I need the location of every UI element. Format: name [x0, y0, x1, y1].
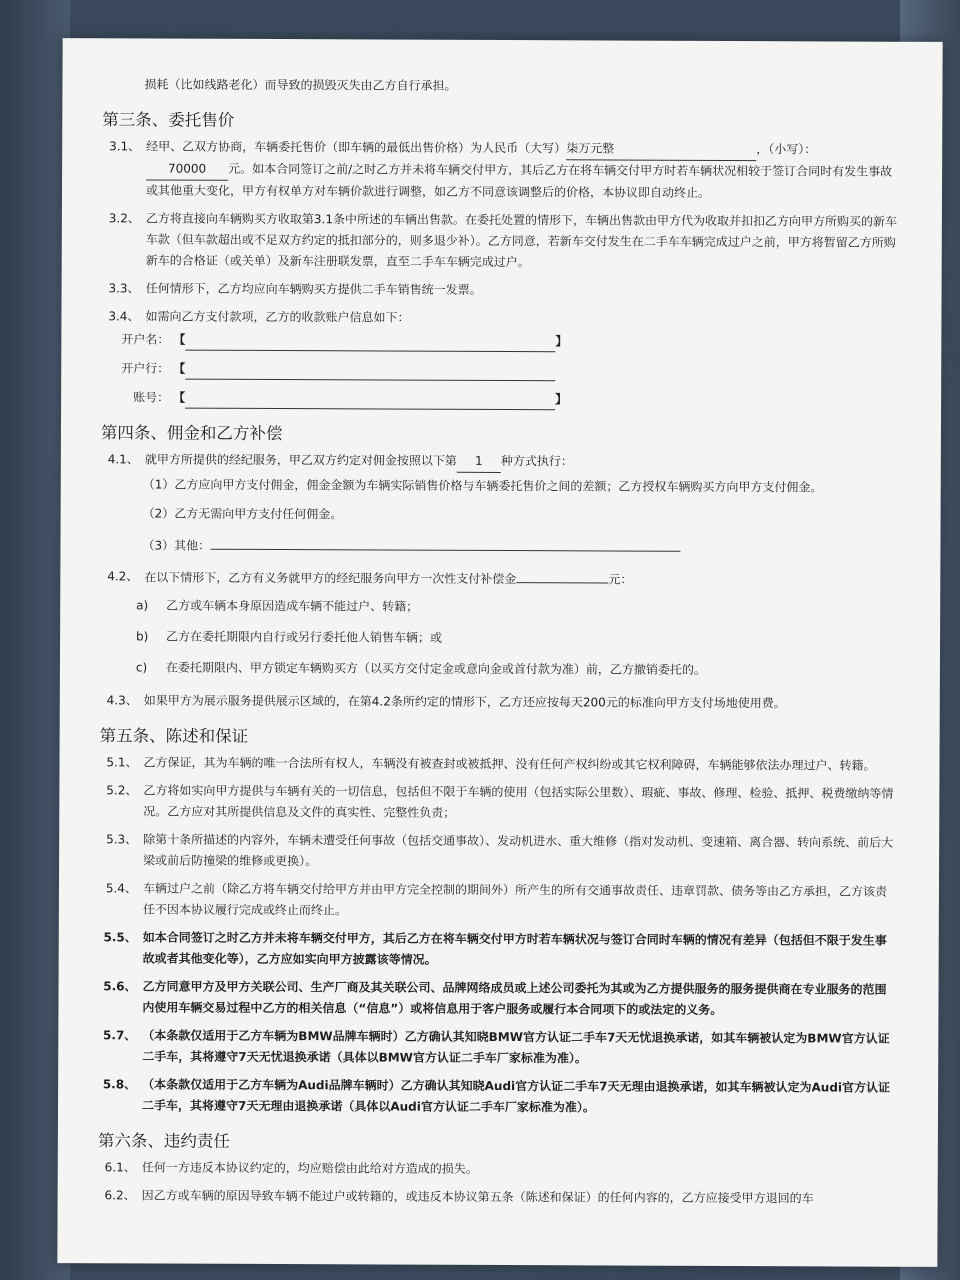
- account-bank-row: [97, 358, 897, 382]
- case-c: [136, 657, 896, 681]
- option-3-label: （3）其他：: [142, 538, 211, 553]
- account-holder-label: 开户名：: [121, 332, 170, 347]
- contract-content: [94, 74, 899, 1216]
- clause-number: 4.2、: [107, 569, 139, 584]
- case-b: [136, 626, 896, 650]
- bracket-close: 】: [555, 392, 568, 407]
- clause-text: 如需向乙方支付款项，乙方的收款账户信息如下：: [145, 309, 410, 325]
- clause-text: 如果甲方为展示服务提供展示区域的，在第4.2条所约定的情形下，乙方还应按每天200元的标准向甲方支付场地使用费。: [143, 693, 786, 711]
- clause-text: 乙方将如实向甲方提供与车辆有关的一切信息，包括但不限于车辆的使用（包括实际公里数）、瑕疵、事故、修理、检验、抵押、税费缴纳等情况。乙方应对其所提供信息及文件的真实性、完整性负责；: [143, 783, 894, 820]
- clause-6-2: [94, 1185, 894, 1209]
- clause-number: 5.8、: [102, 1077, 137, 1092]
- clause-text: 元：: [608, 572, 633, 587]
- clause-text: 就甲方所提供的经纪服务，甲乙双方约定对佣金按照以下第: [144, 452, 457, 468]
- clause-number: 4.1、: [107, 452, 139, 467]
- case-text: 乙方或车辆本身原因造成车辆不能过户、转籍；: [166, 598, 419, 614]
- clause-text: 种方式执行：: [500, 454, 573, 469]
- option-3-field[interactable]: [210, 535, 680, 552]
- bracket-open: 【: [173, 332, 186, 347]
- account-holder-field[interactable]: [185, 336, 555, 353]
- clause-number: 6.2、: [104, 1188, 136, 1203]
- commission-option-1: （1）乙方应向甲方支付佣金，佣金金额为车辆实际销售价格与车辆委托售价之间的差额；乙方授权车辆购买方向甲方支付佣金。: [142, 477, 823, 495]
- case-a: [136, 595, 896, 619]
- clause-number: 5.4、: [105, 881, 137, 896]
- clause-number: 5.5、: [103, 930, 137, 945]
- clause-5-1: [95, 752, 895, 776]
- clause-text: （本条款仅适用于乙方车辆为BMW品牌车辆时）乙方确认其知晓BMW官方认证二手车7天无忧退换承诺，如其车辆被认定为BMW官方认证二手车，其将遵守7天无忧退换承诺（具体以BMW官方认证二手车厂家标准为准）。: [142, 1028, 890, 1066]
- account-holder-row: [97, 329, 897, 353]
- clause-4-3: [96, 690, 896, 714]
- case-letter: c): [135, 660, 148, 675]
- clause-text: ，（小写）：: [756, 142, 817, 157]
- clause-text: 因乙方或车辆的原因导致车辆不能过户或转籍的，或违反本协议第五条（陈述和保证）的任何内容的，乙方应接受甲方退回的车: [141, 1188, 814, 1206]
- clause-number: 5.6、: [103, 979, 137, 994]
- case-letter: b): [136, 629, 149, 644]
- clause-4-1: [97, 449, 897, 474]
- case-text: 在委托期限内、甲方锁定车辆购买方（以买方交付定金或意向金或首付款为准）前，乙方撤销委托的。: [165, 660, 706, 677]
- clause-number: 5.2、: [106, 783, 138, 798]
- clause-3-3: [98, 278, 898, 302]
- clause-text: 乙方同意甲方及甲方关联公司、生产厂商及其关联公司、品牌网络成员或上述公司委托为其或为乙方提供服务的服务提供商在专业服务的范围内使用车辆交易过程中乙方的相关信息（“信息”）或将信息用于客户服务或履行本合同项下的或法定的义务。: [142, 979, 887, 1017]
- clause-number: 5.1、: [106, 755, 138, 770]
- case-letter: a): [136, 598, 149, 613]
- clause-number: 4.3、: [106, 693, 138, 708]
- clause-number: 3.3、: [108, 281, 140, 296]
- clause-6-1: [94, 1157, 894, 1181]
- commission-option-2: （2）乙方无需向甲方支付任何佣金。: [142, 506, 343, 522]
- commission-option-field[interactable]: 1: [457, 451, 501, 473]
- clause-4-2: [96, 566, 896, 591]
- intro-text: 损耗（比如线路老化）而导致的损毁灭失由乙方自行承担。: [144, 77, 457, 93]
- clause-text: 任何情形下，乙方均应向车辆购买方提供二手车销售统一发票。: [145, 281, 482, 297]
- clause-number: 6.1、: [104, 1160, 136, 1175]
- clause-text: 任何一方违反本协议约定的，均应赔偿由此给对方造成的损失。: [141, 1160, 478, 1176]
- section-5-title: 第五条、陈述和保证: [99, 726, 249, 746]
- clause-text: 如本合同签订之时乙方并未将车辆交付甲方，其后乙方在将车辆交付甲方时若车辆状况与签订合同时车辆的情况有差异（包括但不限于发生事故或者其他变化等），乙方应如实向甲方披露该等情况。: [142, 930, 887, 967]
- bracket-open: 【: [173, 361, 186, 376]
- case-text: 乙方在委托期限内自行或另行委托他人销售车辆；或: [166, 629, 443, 645]
- clause-text: 在以下情形下，乙方有义务就甲方的经纪服务向甲方一次性支付补偿金: [144, 570, 517, 587]
- amount-digits-field[interactable]: 70000: [146, 158, 228, 180]
- section-4-title: 第四条、佣金和乙方补偿: [100, 423, 283, 444]
- clause-5-4: [95, 878, 895, 923]
- commission-option-3: [142, 534, 896, 559]
- clause-number: 3.2、: [108, 211, 140, 226]
- clause-3-1: [98, 136, 898, 204]
- clause-5-2: [95, 780, 895, 825]
- bracket-close: 】: [555, 334, 568, 349]
- clause-text: （本条款仅适用于乙方车辆为Audi品牌车辆时）乙方确认其知晓Audi官方认证二手车7天无理由退换承诺，如其车辆被认定为Audi官方认证二手车，其将遵守7天无理由退换承诺（具体以Audi官方认证二手车厂家标准为准）。: [141, 1077, 891, 1115]
- account-bank-field[interactable]: [185, 365, 555, 382]
- contract-page: [57, 38, 942, 1267]
- clause-5-5: [95, 927, 895, 972]
- clause-text: 乙方保证，其为车辆的唯一合法所有权人，车辆没有被查封或被抵押、没有任何产权纠纷或其它权利障碍，车辆能够依法办理过户、转籍。: [143, 755, 876, 773]
- account-number-row: [97, 387, 897, 411]
- clause-text: 乙方将直接向车辆购买方收取第3.1条中所述的车辆出售款。在委托处置的情形下，车辆出售款由甲方代为收取并扣扣乙方向甲方所购买的新车车款（但车款超出或不足双方约定的抵扣部分的，则多退少补）。乙方同意，若新车交付发生在二手车车辆完成过户之前，甲方将暂留乙方所购新车的合格证（或关单）及新车注册联发票，直至二手车车辆完成过户。: [145, 211, 898, 270]
- clause-5-6: [94, 976, 894, 1021]
- account-bank-label: 开户行：: [121, 361, 170, 376]
- clause-5-7: [94, 1025, 894, 1070]
- clause-number: 5.7、: [103, 1028, 137, 1043]
- bracket-open: 【: [173, 390, 186, 405]
- clause-number: 3.1、: [109, 139, 141, 154]
- section-6-title: 第六条、违约责任: [97, 1131, 230, 1151]
- amount-words-field[interactable]: 柒万元整: [566, 138, 756, 161]
- clause-3-2: [98, 208, 898, 274]
- clause-text: 经甲、乙双方协商，车辆委托售价（即车辆的最低出售价格）为人民币（大写）: [146, 139, 567, 156]
- clause-text: 除第十条所描述的内容外，车辆未遭受任何事故（包括交通事故）、发动机进水、重大维修（指对发动机、变速箱、离合器、转向系统、前后大梁或前后防撞梁的维修或更换）。: [143, 832, 894, 869]
- account-number-field[interactable]: [185, 394, 555, 411]
- clause-3-4: [97, 306, 897, 330]
- clause-number: 3.4、: [108, 309, 140, 324]
- account-number-label: 账号：: [133, 390, 170, 405]
- clause-number: 5.3、: [106, 832, 138, 847]
- section-3-title: 第三条、委托售价: [102, 110, 235, 130]
- clause-5-3: [95, 829, 895, 874]
- clause-text: 车辆过户之前（除乙方将车辆交付给甲方并由甲方完全控制的期间外）所产生的所有交通事故责任、违章罚款、债务等由乙方承担，乙方该责任不因本协议履行完成或终止而终止。: [142, 881, 888, 918]
- clause-text: 元。如本合同签订之前/之时乙方并未将车辆交付甲方，其后乙方在将车辆交付甲方时若车辆状况相较于签订合同时有发生事故或其他重大变化，甲方有权单方对车辆价款进行调整，如乙方不同意该调整后的价格，本协议即自动终止。: [145, 161, 893, 200]
- compensation-amount-field[interactable]: [516, 568, 608, 583]
- clause-5-8: [94, 1074, 894, 1119]
